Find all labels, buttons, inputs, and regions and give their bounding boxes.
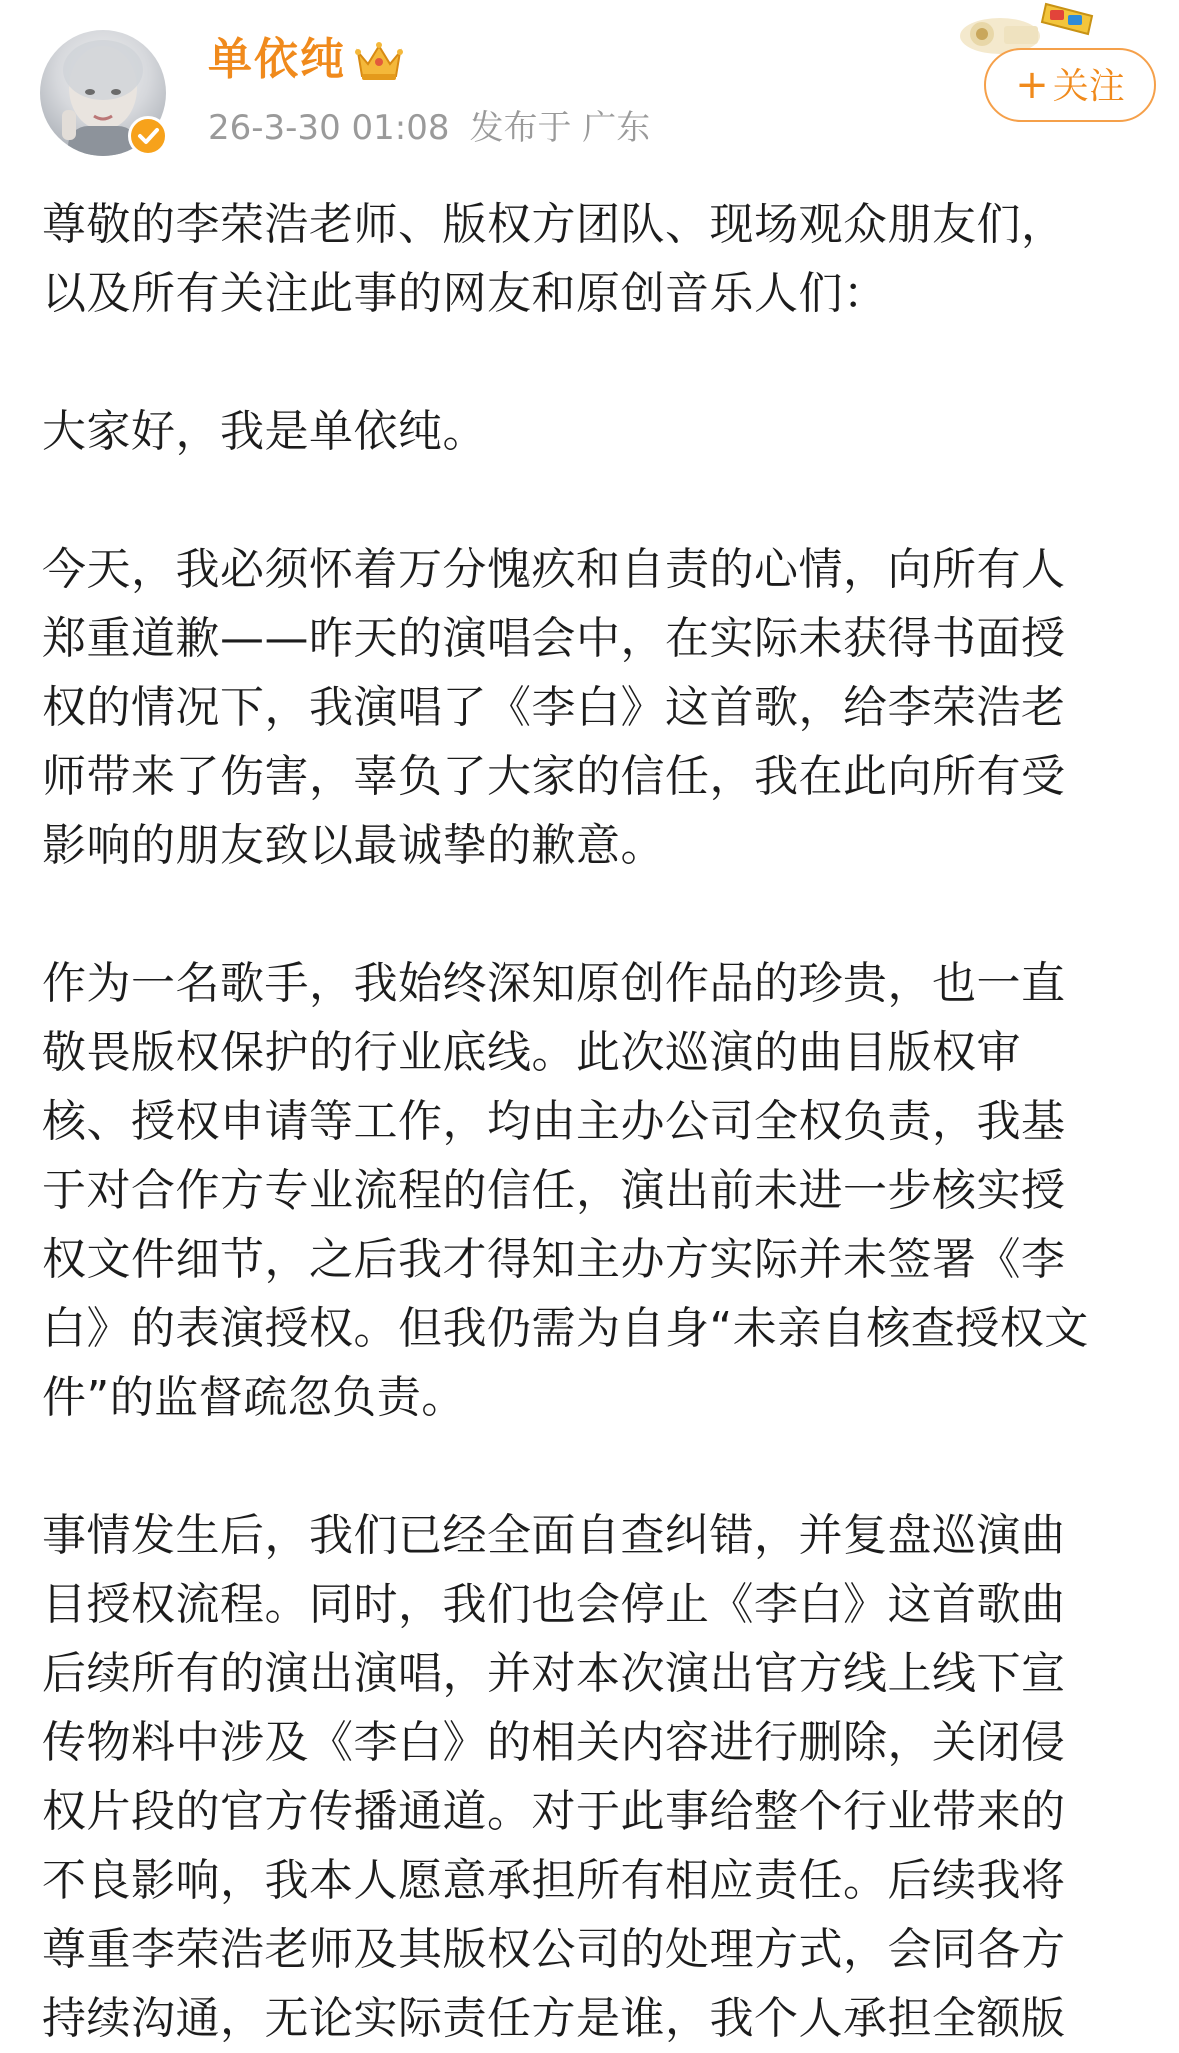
post-location: 发布于 广东 [469,108,651,148]
verified-badge-icon [128,116,168,156]
text-line: 传物料中涉及《李白》的相关内容进行删除，关闭侵 [42,1717,1066,1768]
plus-icon: + [1015,62,1049,108]
text-line: 尊敬的李荣浩老师、版权方团队、现场观众朋友们， [42,199,1066,250]
paragraph [42,1501,1142,2053]
text-line: 事情发生后，我们已经全面自查纠错，并复盘巡演曲 [42,1510,1066,1561]
paragraph [42,190,1142,328]
post-body [42,190,1142,2053]
paragraph [42,535,1142,880]
post-header [0,0,1179,170]
paragraph [42,397,1142,466]
text-line: 敬畏版权保护的行业底线。此次巡演的曲目版权审 [42,1027,1021,1078]
text-line: 权片段的官方传播通道。对于此事给整个行业带来的 [42,1786,1066,1837]
post-timestamp: 26-3-30 01:08 [208,108,450,148]
text-line: 权文件细节，之后我才得知主办方实际并未签署《李 [42,1234,1066,1285]
text-line: 白》的表演授权。但我仍需为自身“未亲自核查授权文 [42,1303,1089,1354]
follow-label: 关注 [1052,66,1125,107]
paragraph [42,949,1142,1432]
text-line: 尊重李荣浩老师及其版权公司的处理方式，会同各方 [42,1924,1066,1975]
post-meta [208,104,650,152]
text-line: 不良影响，我本人愿意承担所有相应责任。后续我将 [42,1855,1066,1906]
text-line: 后续所有的演出演唱，并对本次演出官方线上线下宣 [42,1648,1066,1699]
text-line: 今天，我必须怀着万分愧疚和自责的心情，向所有人 [42,544,1066,595]
text-line: 目授权流程。同时，我们也会停止《李白》这首歌曲 [42,1579,1066,1630]
text-line: 影响的朋友致以最诚挚的歉意。 [42,820,665,871]
follow-button[interactable] [984,48,1156,122]
text-line: 于对合作方专业流程的信任，演出前未进一步核实授 [42,1165,1066,1216]
text-line: 持续沟通，无论实际责任方是谁，我个人承担全额版 [42,1993,1066,2044]
text-line: 件”的监督疏忽负责。 [42,1372,466,1423]
crown-icon [352,38,406,84]
author-name[interactable]: 单依纯 [208,34,346,85]
text-line: 以及所有关注此事的网友和原创音乐人们： [42,268,888,319]
text-line: 作为一名歌手，我始终深知原创作品的珍贵，也一直 [42,958,1066,1009]
text-line: 核、授权申请等工作，均由主办公司全权负责，我基 [42,1096,1066,1147]
text-line: 郑重道歉——昨天的演唱会中，在实际未获得书面授 [42,613,1066,664]
text-line: 大家好，我是单依纯。 [42,406,487,457]
text-line: 师带来了伤害，辜负了大家的信任，我在此向所有受 [42,751,1066,802]
text-line: 权的情况下，我演唱了《李白》这首歌，给李荣浩老 [42,682,1066,733]
